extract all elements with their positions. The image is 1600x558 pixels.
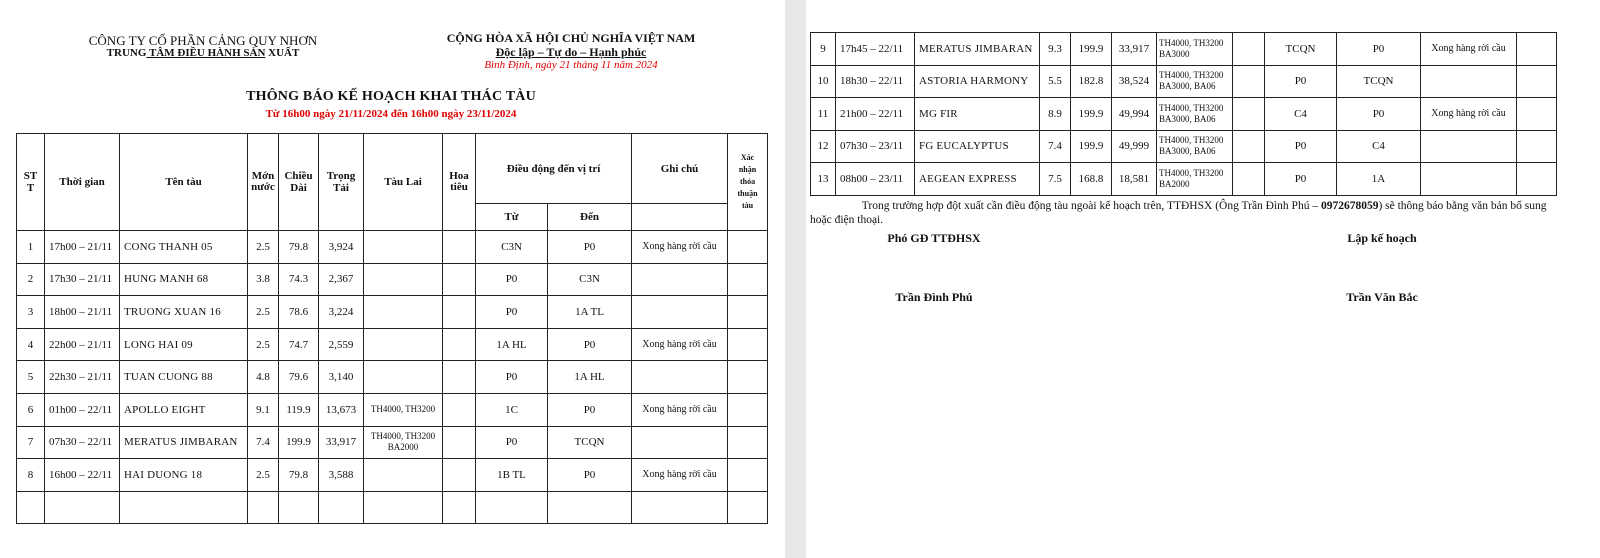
tug-line-1: TH4000, TH3200	[1159, 135, 1224, 146]
table-row-empty	[17, 491, 768, 524]
cell-length: 79.8	[279, 231, 319, 264]
cell-length: 74.7	[279, 328, 319, 361]
cell-tug	[364, 231, 443, 264]
cell-tug	[364, 328, 443, 361]
cell-stt: 3	[17, 296, 45, 329]
cell-pilot	[1233, 65, 1265, 98]
tug-line-2: BA2000	[387, 442, 419, 453]
cell-stt: 10	[811, 65, 836, 98]
footer-note-suffix: ) sẽ thông báo bằng văn bản bổ sung hoặc điện thoại.	[810, 200, 1547, 226]
national-motto: Độc lập – Tự do – Hạnh phúc	[495, 45, 647, 59]
cell-ship: MG FIR	[915, 98, 1040, 131]
cell-length: 78.6	[279, 296, 319, 329]
tug-line-1: TH4000, TH3200	[1159, 167, 1224, 178]
header-tug: Tàu Lai	[364, 134, 443, 231]
cell-draft: 8.9	[1040, 98, 1071, 131]
table-row	[811, 130, 1557, 163]
table-row	[17, 459, 768, 492]
department-name-prefix: TRUNG	[106, 47, 147, 59]
company-name: CÔNG TY CỔ PHẦN CẢNG QUY NHƠN	[88, 33, 318, 48]
table-row	[17, 393, 768, 426]
header-time: Thời gian	[45, 134, 120, 231]
department-name-suffix: XUẤT	[265, 47, 300, 59]
document-subtitle: Từ 16h00 ngày 21/11/2024 đến 16h00 ngày 23/11/2024	[265, 108, 517, 120]
cell-ship: TRUONG XUAN 16	[120, 296, 248, 329]
department-name-underlined: TÂM ĐIỀU HÀNH SẢN	[146, 47, 266, 59]
cell-tug	[1157, 65, 1233, 98]
cell-from: P0	[476, 263, 548, 296]
cell-pilot	[1233, 130, 1265, 163]
cell-ship: LONG HAI 09	[120, 328, 248, 361]
cell-pilot	[443, 328, 476, 361]
cell-confirm	[1517, 130, 1557, 163]
header-confirm: Xác nhận thỏa thuận tàu	[728, 134, 768, 231]
cell-note	[632, 361, 728, 394]
cell-draft: 2.5	[248, 459, 279, 492]
cell-confirm	[1517, 33, 1557, 66]
cell-ship: HAI DUONG 18	[120, 459, 248, 492]
cell-tug	[1157, 130, 1233, 163]
cell-confirm	[1517, 163, 1557, 196]
cell-time: 18h30 – 22/11	[836, 65, 915, 98]
cell-time: 17h00 – 21/11	[45, 231, 120, 264]
cell-pilot	[1233, 98, 1265, 131]
table-row	[17, 328, 768, 361]
empty-cell	[364, 491, 443, 524]
cell-ship: APOLLO EIGHT	[120, 393, 248, 426]
cell-stt: 12	[811, 130, 836, 163]
cell-from: P0	[1265, 130, 1337, 163]
cell-stt: 4	[17, 328, 45, 361]
cell-confirm	[728, 361, 768, 394]
cell-pilot	[443, 393, 476, 426]
cell-note: Xong hàng rời cầu	[1421, 98, 1517, 131]
cell-confirm	[1517, 98, 1557, 131]
cell-confirm	[728, 393, 768, 426]
cell-pilot	[443, 459, 476, 492]
cell-note	[1421, 65, 1517, 98]
cell-to: C4	[1337, 130, 1421, 163]
header-pilot: Hoa tiêu	[443, 134, 476, 231]
tug-line-1: TH4000, TH3200	[1159, 37, 1224, 48]
cell-draft: 4.8	[248, 361, 279, 394]
table-row	[17, 263, 768, 296]
cell-note	[1421, 163, 1517, 196]
cell-time: 01h00 – 22/11	[45, 393, 120, 426]
empty-cell	[548, 491, 632, 524]
header-to: Đến	[548, 204, 632, 231]
cell-ship: MERATUS JIMBARAN	[120, 426, 248, 459]
cell-ship: TUAN CUONG 88	[120, 361, 248, 394]
header-ship-name: Tên tàu	[120, 134, 248, 231]
cell-stt: 8	[17, 459, 45, 492]
cell-note	[632, 426, 728, 459]
cell-tug	[1157, 98, 1233, 131]
cell-draft: 7.4	[248, 426, 279, 459]
cell-length: 199.9	[1071, 98, 1112, 131]
cell-note	[632, 263, 728, 296]
cell-ship: ASTORIA HARMONY	[915, 65, 1040, 98]
cell-length: 74.3	[279, 263, 319, 296]
ship-plan-table	[16, 133, 768, 524]
department-name	[78, 47, 328, 59]
cell-draft: 7.5	[1040, 163, 1071, 196]
cell-ship: FG EUCALYPTUS	[915, 130, 1040, 163]
empty-cell	[728, 491, 768, 524]
empty-cell	[476, 491, 548, 524]
cell-to: P0	[548, 231, 632, 264]
cell-dwt: 33,917	[319, 426, 364, 459]
cell-length: 168.8	[1071, 163, 1112, 196]
cell-from: P0	[476, 361, 548, 394]
document-title: THÔNG BÁO KẾ HOẠCH KHAI THÁC TÀU	[246, 89, 536, 104]
cell-stt: 5	[17, 361, 45, 394]
table-row	[811, 33, 1557, 66]
cell-to: C3N	[548, 263, 632, 296]
cell-note: Xong hàng rời cầu	[632, 459, 728, 492]
signature-left-title: Phó GĐ TTĐHSX	[887, 231, 981, 245]
cell-tug	[364, 361, 443, 394]
header-from: Từ	[476, 204, 548, 231]
cell-length: 199.9	[279, 426, 319, 459]
cell-length: 199.9	[1071, 33, 1112, 66]
table-row	[811, 98, 1557, 131]
cell-note	[1421, 130, 1517, 163]
tug-line-2: BA3000, BA06	[1159, 146, 1216, 157]
cell-stt: 2	[17, 263, 45, 296]
cell-dwt: 13,673	[319, 393, 364, 426]
cell-time: 07h30 – 22/11	[45, 426, 120, 459]
cell-note: Xong hàng rời cầu	[632, 328, 728, 361]
cell-ship: CONG THANH 05	[120, 231, 248, 264]
cell-tug	[1157, 163, 1233, 196]
table-row	[17, 361, 768, 394]
table-row	[17, 426, 768, 459]
tug-line-2: BA3000, BA06	[1159, 81, 1216, 92]
cell-tug	[1157, 33, 1233, 66]
document-page-2	[806, 0, 1600, 558]
cell-time: 22h00 – 21/11	[45, 328, 120, 361]
ship-plan-table-continued	[810, 32, 1557, 196]
cell-length: 79.6	[279, 361, 319, 394]
cell-dwt: 38,524	[1112, 65, 1157, 98]
cell-from: C3N	[476, 231, 548, 264]
cell-dwt: 33,917	[1112, 33, 1157, 66]
cell-to: P0	[1337, 98, 1421, 131]
header-draft: Mớn nước	[248, 134, 279, 231]
cell-to: P0	[1337, 33, 1421, 66]
empty-cell	[248, 491, 279, 524]
cell-confirm	[728, 459, 768, 492]
cell-time: 07h30 – 23/11	[836, 130, 915, 163]
tug-line-2: BA3000, BA06	[1159, 113, 1216, 124]
signature-right-title: Lập kế hoạch	[1347, 231, 1417, 245]
cell-note: Xong hàng rời cầu	[632, 231, 728, 264]
cell-confirm	[1517, 65, 1557, 98]
table-row	[17, 296, 768, 329]
cell-note	[632, 296, 728, 329]
empty-cell	[279, 491, 319, 524]
cell-dwt: 3,140	[319, 361, 364, 394]
cell-length: 199.9	[1071, 130, 1112, 163]
cell-to: 1A	[1337, 163, 1421, 196]
tug-line-1: TH4000, TH3200	[370, 431, 436, 442]
cell-time: 21h00 – 22/11	[836, 98, 915, 131]
document-date: Bình Định, ngày 21 tháng 11 năm 2024	[484, 59, 658, 71]
cell-ship: MERATUS JIMBARAN	[915, 33, 1040, 66]
footer-note	[810, 199, 1570, 227]
header-tonnage: Trọng Tải	[319, 134, 364, 231]
cell-draft: 3.8	[248, 263, 279, 296]
cell-to: P0	[548, 459, 632, 492]
cell-tug	[364, 263, 443, 296]
cell-from: TCQN	[1265, 33, 1337, 66]
tug-line-1: TH4000, TH3200	[370, 404, 436, 415]
cell-draft: 9.3	[1040, 33, 1071, 66]
cell-ship: AEGEAN EXPRESS	[915, 163, 1040, 196]
cell-pilot	[443, 361, 476, 394]
cell-dwt: 49,994	[1112, 98, 1157, 131]
cell-note: Xong hàng rời cầu	[1421, 33, 1517, 66]
cell-stt: 7	[17, 426, 45, 459]
cell-from: P0	[1265, 65, 1337, 98]
contact-phone: 0972678059	[1320, 200, 1379, 212]
footer-note-prefix: Trong trường hợp đột xuất cần điều động tàu ngoài kế hoạch trên, TTĐHSX (Ông Trần Đình Phú –	[861, 200, 1321, 212]
header-stt: ST T	[17, 134, 45, 231]
cell-length: 119.9	[279, 393, 319, 426]
cell-from: P0	[476, 426, 548, 459]
cell-draft: 2.5	[248, 328, 279, 361]
signature-left-name: Trần Đình Phú	[895, 290, 973, 304]
empty-cell	[443, 491, 476, 524]
cell-draft: 2.5	[248, 231, 279, 264]
cell-stt: 13	[811, 163, 836, 196]
cell-dwt: 49,999	[1112, 130, 1157, 163]
header-note-sub	[632, 204, 728, 231]
cell-from: P0	[1265, 163, 1337, 196]
republic-name: CỘNG HÒA XÃ HỘI CHỦ NGHĨA VIỆT NAM	[446, 31, 696, 45]
cell-from: 1B TL	[476, 459, 548, 492]
cell-time: 08h00 – 23/11	[836, 163, 915, 196]
tug-line-1: TH4000, TH3200	[1159, 70, 1224, 81]
cell-time: 22h30 – 21/11	[45, 361, 120, 394]
cell-stt: 9	[811, 33, 836, 66]
header-length: Chiều Dài	[279, 134, 319, 231]
cell-stt: 11	[811, 98, 836, 131]
tug-line-1: TH4000, TH3200	[1159, 102, 1224, 113]
table-row	[811, 163, 1557, 196]
header-note: Ghi chú	[632, 134, 728, 204]
signature-right-name: Trần Văn Bắc	[1346, 290, 1418, 304]
cell-tug	[364, 296, 443, 329]
cell-pilot	[443, 426, 476, 459]
cell-pilot	[443, 296, 476, 329]
cell-from: 1C	[476, 393, 548, 426]
cell-confirm	[728, 328, 768, 361]
cell-tug	[364, 459, 443, 492]
cell-time: 17h45 – 22/11	[836, 33, 915, 66]
document-page-1	[0, 0, 785, 558]
cell-confirm	[728, 426, 768, 459]
empty-cell	[45, 491, 120, 524]
cell-confirm	[728, 296, 768, 329]
table-row	[17, 231, 768, 264]
cell-confirm	[728, 231, 768, 264]
tug-line-2: BA2000	[1159, 178, 1190, 189]
empty-cell	[319, 491, 364, 524]
cell-confirm	[728, 263, 768, 296]
cell-to: P0	[548, 328, 632, 361]
cell-dwt: 2,559	[319, 328, 364, 361]
cell-draft: 5.5	[1040, 65, 1071, 98]
cell-dwt: 2,367	[319, 263, 364, 296]
empty-cell	[632, 491, 728, 524]
empty-cell	[120, 491, 248, 524]
cell-length: 79.8	[279, 459, 319, 492]
cell-from: P0	[476, 296, 548, 329]
cell-note: Xong hàng rời cầu	[632, 393, 728, 426]
cell-dwt: 3,588	[319, 459, 364, 492]
header-move: Điều động đến vị trí	[476, 134, 632, 204]
cell-to: 1A HL	[548, 361, 632, 394]
cell-ship: HUNG MANH 68	[120, 263, 248, 296]
table-row	[811, 65, 1557, 98]
empty-cell	[17, 491, 45, 524]
cell-to: TCQN	[548, 426, 632, 459]
cell-from: 1A HL	[476, 328, 548, 361]
cell-tug	[364, 393, 443, 426]
cell-draft: 2.5	[248, 296, 279, 329]
cell-stt: 6	[17, 393, 45, 426]
cell-tug	[364, 426, 443, 459]
cell-draft: 9.1	[248, 393, 279, 426]
cell-pilot	[1233, 163, 1265, 196]
cell-to: TCQN	[1337, 65, 1421, 98]
cell-draft: 7.4	[1040, 130, 1071, 163]
cell-dwt: 3,924	[319, 231, 364, 264]
tug-line-2: BA3000	[1159, 48, 1190, 59]
cell-dwt: 3,224	[319, 296, 364, 329]
cell-time: 18h00 – 21/11	[45, 296, 120, 329]
cell-pilot	[443, 263, 476, 296]
cell-to: P0	[548, 393, 632, 426]
cell-time: 17h30 – 21/11	[45, 263, 120, 296]
cell-length: 182.8	[1071, 65, 1112, 98]
cell-pilot	[1233, 33, 1265, 66]
cell-stt: 1	[17, 231, 45, 264]
cell-time: 16h00 – 22/11	[45, 459, 120, 492]
cell-to: 1A TL	[548, 296, 632, 329]
cell-dwt: 18,581	[1112, 163, 1157, 196]
cell-from: C4	[1265, 98, 1337, 131]
cell-pilot	[443, 231, 476, 264]
